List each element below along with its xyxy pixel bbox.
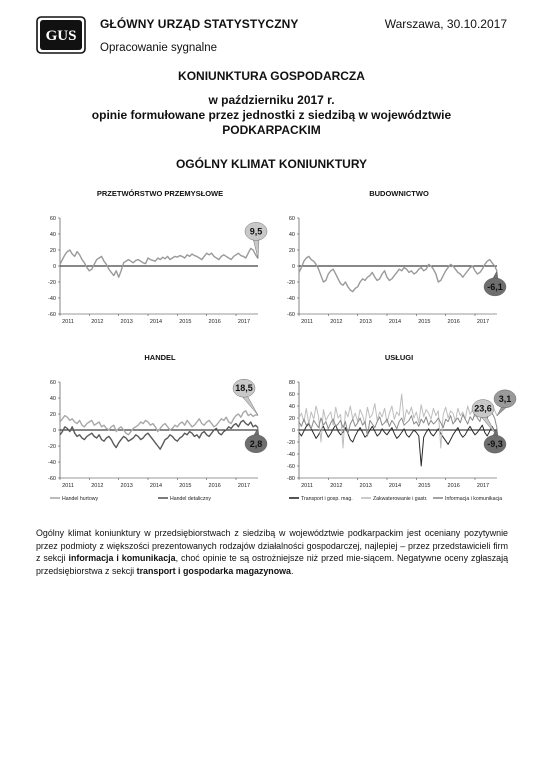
- services-y-tick-label: 60: [288, 392, 295, 398]
- services-x-tick-label: 2013: [359, 483, 372, 489]
- trade-y-tick-label: -20: [48, 444, 56, 450]
- manufacturing-y-tick-label: 40: [49, 232, 56, 238]
- services-y-tick-label: 0: [291, 428, 295, 434]
- construction-y-tick-label: 20: [288, 248, 295, 254]
- construction-y-tick-label: 0: [291, 264, 295, 270]
- manufacturing-y-tick-label: 20: [49, 248, 56, 254]
- services-y-tick-label: -20: [287, 440, 295, 446]
- construction-x-tick-label: 2011: [301, 319, 313, 325]
- manufacturing-x-tick-label: 2015: [179, 319, 192, 325]
- construction-series-line-0: [299, 256, 497, 291]
- chart-manufacturing: [36, 182, 272, 337]
- manufacturing-x-tick-label: 2013: [120, 319, 133, 325]
- trade-series-line-1: [60, 420, 258, 449]
- opinion-line: opinie formułowane przez jednostki z siedzibą w województwie: [91, 108, 452, 122]
- services-legend-label: Zakwaterowanie i gastr.: [373, 496, 428, 502]
- trade-x-tick-label: 2014: [149, 483, 163, 489]
- services-y-tick-label: 20: [288, 416, 295, 422]
- services-y-tick-label: 80: [288, 380, 295, 386]
- page-title: KONIUNKTURA GOSPODARCZA: [178, 69, 365, 83]
- region-name: PODKARPACKIM: [222, 123, 321, 137]
- services-x-tick-label: 2012: [330, 483, 343, 489]
- manufacturing-y-tick-label: -20: [48, 280, 56, 286]
- paragraph-bold-2: transport i gospodarka magazynowa: [136, 565, 291, 576]
- trade-x-tick-label: 2011: [62, 483, 74, 489]
- services-legend-label: Informacja i komunikacja: [445, 496, 503, 502]
- paragraph-text-3: .: [290, 565, 294, 576]
- manufacturing-title: PRZETWÓRSTWO PRZEMYSŁOWE: [96, 189, 224, 198]
- trade-legend-label: Handel hurtowy: [62, 496, 99, 502]
- manufacturing-x-tick-label: 2016: [208, 319, 221, 325]
- manufacturing-x-tick-label: 2017: [237, 319, 251, 325]
- trade-x-tick-label: 2013: [120, 483, 133, 489]
- manufacturing-callout-label: 9,5: [249, 226, 263, 237]
- chart-construction-svg: [275, 182, 511, 337]
- services-x-tick-label: 2017: [476, 483, 490, 489]
- issue-date: Warszawa, 30.10.2017: [384, 17, 507, 31]
- manufacturing-y-tick-label: 60: [49, 216, 56, 222]
- trade-y-tick-label: 40: [49, 396, 56, 402]
- trade-y-tick-label: 20: [49, 412, 56, 418]
- logo-lettering: GUS: [45, 28, 77, 44]
- services-callout-label: 23,6: [474, 403, 492, 414]
- trade-x-tick-label: 2016: [208, 483, 221, 489]
- trade-series-line-0: [60, 411, 258, 435]
- manufacturing-y-tick-label: -60: [48, 312, 56, 318]
- manufacturing-y-tick-label: 0: [52, 264, 56, 270]
- construction-title: BUDOWNICTWO: [369, 189, 429, 198]
- paragraph-bold-1: informacja i komunikacja: [68, 553, 176, 564]
- construction-y-tick-label: -60: [287, 312, 295, 318]
- manufacturing-series-line-0: [60, 248, 258, 277]
- trade-y-tick-label: 0: [52, 428, 56, 434]
- construction-y-tick-label: -40: [287, 296, 295, 302]
- manufacturing-x-tick-label: 2012: [91, 319, 104, 325]
- trade-legend-label: Handel detaliczny: [170, 496, 211, 502]
- construction-callout-label: -6,1: [487, 281, 503, 292]
- gus-logo: [36, 16, 86, 54]
- publication-type: Opracowanie sygnalne: [100, 42, 217, 54]
- construction-x-tick-label: 2012: [330, 319, 343, 325]
- services-callout-label: -9,3: [487, 439, 503, 450]
- construction-x-tick-label: 2016: [447, 319, 460, 325]
- chart-trade-svg: [36, 346, 272, 516]
- trade-title: HANDEL: [144, 353, 176, 362]
- manufacturing-x-tick-label: 2011: [62, 319, 74, 325]
- construction-x-tick-label: 2014: [388, 319, 402, 325]
- trade-callout-label: 2,8: [249, 438, 263, 449]
- manufacturing-x-tick-label: 2014: [149, 319, 163, 325]
- services-y-tick-label: 40: [288, 404, 295, 410]
- chart-manufacturing-svg: [36, 182, 272, 337]
- services-y-tick-label: -40: [287, 452, 295, 458]
- construction-y-tick-label: 40: [288, 232, 295, 238]
- construction-x-tick-label: 2013: [359, 319, 372, 325]
- chart-construction: [275, 182, 511, 337]
- chart-services: [275, 346, 511, 516]
- summary-paragraph: [36, 527, 508, 577]
- section-title: OGÓLNY KLIMAT KONIUNKTURY: [175, 157, 368, 171]
- trade-callout-label: 18,5: [235, 383, 253, 394]
- chart-trade: [36, 346, 272, 516]
- office-name: GŁÓWNY URZĄD STATYSTYCZNY: [100, 17, 299, 31]
- services-callout-label: 3,1: [498, 393, 512, 404]
- trade-x-tick-label: 2012: [91, 483, 104, 489]
- manufacturing-y-tick-label: -40: [48, 296, 56, 302]
- trade-x-tick-label: 2015: [179, 483, 192, 489]
- construction-x-tick-label: 2015: [418, 319, 431, 325]
- trade-x-tick-label: 2017: [237, 483, 251, 489]
- trade-y-tick-label: -60: [48, 476, 56, 482]
- chart-services-svg: [275, 346, 511, 516]
- services-x-tick-label: 2016: [447, 483, 460, 489]
- trade-y-tick-label: 60: [49, 380, 56, 386]
- construction-y-tick-label: -20: [287, 280, 295, 286]
- paragraph-text-1: Ogólny klimat koniunktury w przedsiębiorstwach z siedzibą w województwie podkarpackim jest oceniany pozytywnie przez podmioty z większości prezentowanych rodzajów działalności gospodarczej, najlepiej – przez przedstawicieli firm z sekcji: [36, 528, 508, 564]
- services-x-tick-label: 2014: [388, 483, 402, 489]
- construction-y-tick-label: 60: [288, 216, 295, 222]
- services-x-tick-label: 2011: [301, 483, 313, 489]
- services-y-tick-label: -60: [287, 464, 295, 470]
- period-line: w październiku 2017 r.: [208, 93, 335, 107]
- services-title: USŁUGI: [384, 353, 414, 362]
- construction-x-tick-label: 2017: [476, 319, 490, 325]
- services-x-tick-label: 2015: [418, 483, 431, 489]
- services-legend-label: Transport i gosp. mag.: [301, 496, 353, 502]
- services-y-tick-label: -80: [287, 476, 295, 482]
- trade-y-tick-label: -40: [48, 460, 56, 466]
- paragraph-text-2: , choć opinie te są ostrożniejsze niż przed mie-siącem. Negatywne oceny zgłaszają przedsiębiorstwa z sekcji: [36, 553, 509, 576]
- services-series-line-1: [299, 394, 497, 448]
